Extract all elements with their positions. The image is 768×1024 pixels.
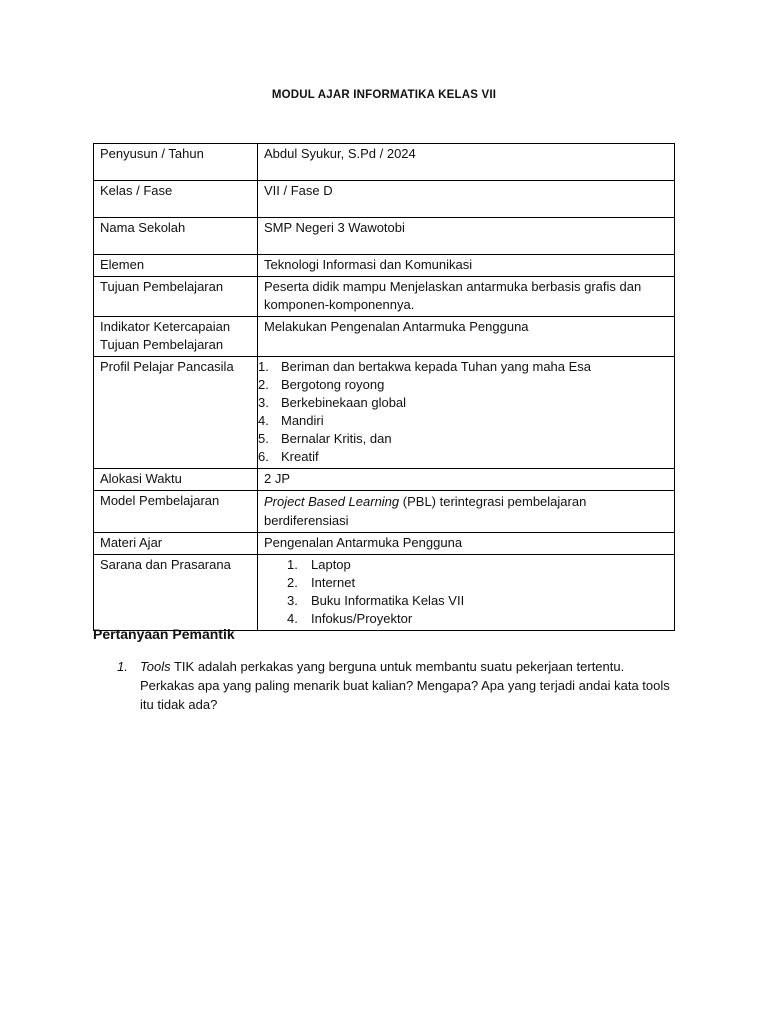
value-tujuan: Peserta didik mampu Menjelaskan antarmuka berbasis grafis dan komponen-komponennya.: [258, 277, 675, 317]
table-row: [94, 277, 675, 317]
label-tujuan: Tujuan Pembelajaran: [94, 277, 258, 317]
value-materi: Pengenalan Antarmuka Pengguna: [258, 533, 675, 555]
table-row: [94, 181, 675, 218]
table-row: [94, 255, 675, 277]
value-elemen: Teknologi Informasi dan Komunikasi: [258, 255, 675, 277]
value-penyusun: Abdul Syukur, S.Pd / 2024: [258, 144, 675, 181]
question-text: [117, 657, 682, 714]
list-item: 3. Buku Informatika Kelas VII: [287, 593, 465, 608]
value-sekolah: SMP Negeri 3 Wawotobi: [258, 218, 675, 255]
list-item: 6. Kreatif: [258, 449, 319, 464]
section-heading: Pertanyaan Pemantik: [93, 626, 235, 642]
profil-list: [258, 358, 668, 466]
table-row: [94, 469, 675, 491]
table-row: [94, 144, 675, 181]
value-model: [258, 491, 675, 533]
list-item: 5. Bernalar Kritis, dan: [258, 431, 392, 446]
label-model: Model Pembelajaran: [94, 491, 258, 533]
list-item: 1. Laptop: [287, 557, 351, 572]
label-elemen: Elemen: [94, 255, 258, 277]
module-info-table: [93, 143, 675, 631]
list-item: 1. Beriman dan bertakwa kepada Tuhan yang maha Esa: [258, 359, 592, 374]
question-item: [117, 657, 682, 714]
model-emphasis: Project Based Learning: [264, 494, 400, 509]
table-row: [94, 218, 675, 255]
value-kelas: VII / Fase D: [258, 181, 675, 218]
list-item: 2. Internet: [287, 575, 356, 590]
label-indikator: Indikator Ketercapaian Tujuan Pembelajaran: [94, 317, 258, 357]
value-profil: [258, 357, 675, 469]
label-profil: Profil Pelajar Pancasila: [94, 357, 258, 469]
table-row: [94, 317, 675, 357]
value-indikator: Melakukan Pengenalan Antarmuka Pengguna: [258, 317, 675, 357]
question-number: 1.: [117, 659, 128, 674]
sarana-list: [264, 556, 668, 628]
table-row: [94, 491, 675, 533]
question-emphasis: Tools: [140, 659, 171, 674]
label-sekolah: Nama Sekolah: [94, 218, 258, 255]
label-sarana: Sarana dan Prasarana: [94, 555, 258, 631]
label-penyusun: Penyusun / Tahun: [94, 144, 258, 181]
list-item: 2. Bergotong royong: [258, 377, 385, 392]
model-rest: (PBL) terintegrasi pembelajaran berdiferensiasi: [264, 494, 587, 528]
value-sarana: [258, 555, 675, 631]
label-kelas: Kelas / Fase: [94, 181, 258, 218]
question-rest: TIK adalah perkakas yang berguna untuk membantu suatu pekerjaan tertentu. Perkakas apa yang paling menarik buat kalian? Mengapa? Apa yang terjadi andai kata tools itu tidak ada?: [140, 659, 670, 712]
table-row: [94, 357, 675, 469]
table-row: [94, 533, 675, 555]
table-row: [94, 555, 675, 631]
document-title: MODUL AJAR INFORMATIKA KELAS VII: [271, 89, 497, 101]
value-alokasi: 2 JP: [258, 469, 675, 491]
label-alokasi: Alokasi Waktu: [94, 469, 258, 491]
label-materi: Materi Ajar: [94, 533, 258, 555]
list-item: 4. Infokus/Proyektor: [287, 611, 413, 626]
list-item: 3. Berkebinekaan global: [258, 395, 407, 410]
list-item: 4. Mandiri: [258, 413, 324, 428]
